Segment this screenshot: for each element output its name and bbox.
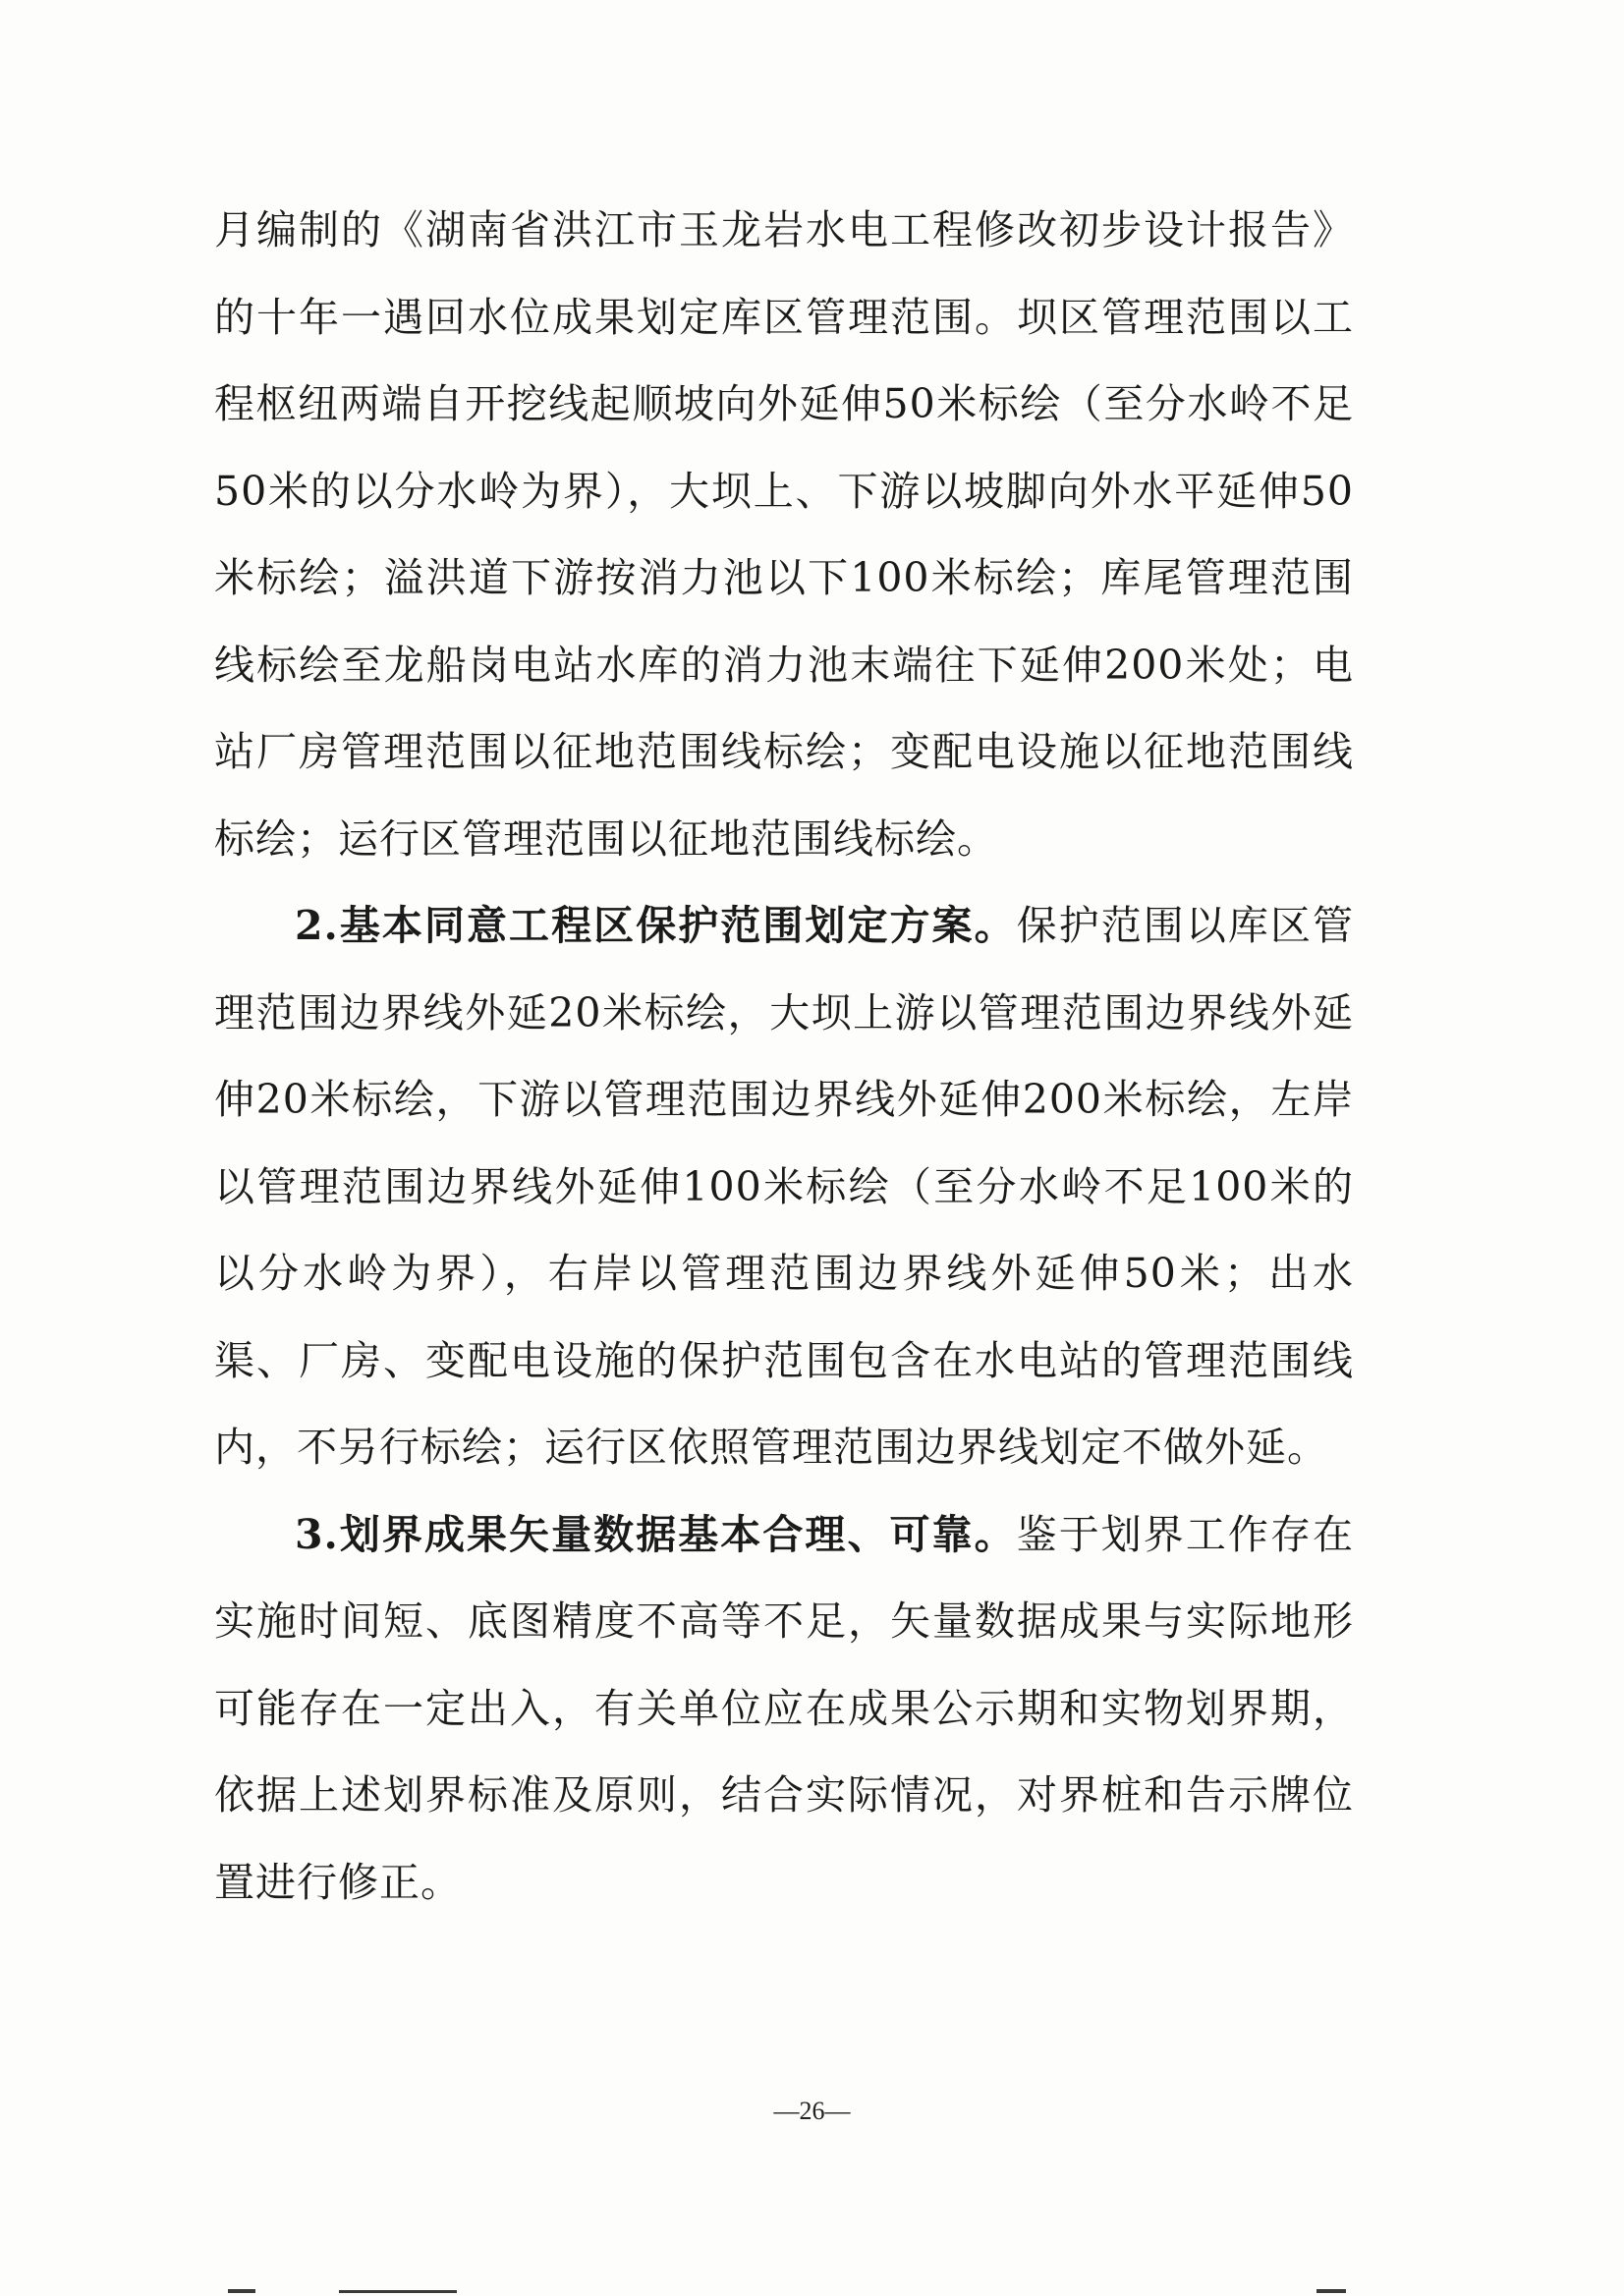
paragraph-text: 保护范围以库区管理范围边界线外延20米标绘，大坝上游以管理范围边界线外延伸20米标绘，下游以管理范围边界线外延伸200米标绘，左岸以管理范围边界线外延伸100米标绘（至分水岭不足100米的以分水岭为界），右岸以管理范围边界线外延伸50米；出水渠、厂房、变配电设施的保护范围包含在水电站的管理范围线内，不另行标绘；运行区依照管理范围边界线划定不做外延。: [214, 902, 1355, 1471]
paragraph-lead: 3.划界成果矢量数据基本合理、可靠。: [295, 1510, 1017, 1558]
scan-artifact: [1316, 2289, 1346, 2293]
scan-artifact: [228, 2289, 255, 2293]
paragraph-text: 鉴于划界工作存在实施时间短、底图精度不高等不足，矢量数据成果与实际地形可能存在一定出入，有关单位应在成果公示期和实物划界期，依据上述划界标准及原则，结合实际情况，对界桩和告示牌位置进行修正。: [214, 1510, 1355, 1906]
paragraph-lead: 2.基本同意工程区保护范围划定方案。: [295, 902, 1017, 949]
paragraph-vector-data: [214, 1491, 1354, 1927]
scan-artifact: [339, 2290, 457, 2293]
paragraph-protection-scope: [214, 882, 1354, 1491]
paragraph-text: 月编制的《湖南省洪江市玉龙岩水电工程修改初步设计报告》的十年一遇回水位成果划定库区管理范围。坝区管理范围以工程枢纽两端自开挖线起顺坡向外延伸50米标绘（至分水岭不足50米的以分水岭为界），大坝上、下游以坡脚向外水平延伸50米标绘；溢洪道下游按消力池以下100米标绘；库尾管理范围线标绘至龙船岗电站水库的消力池末端往下延伸200米处；电站厂房管理范围以征地范围线标绘；变配电设施以征地范围线标绘；运行区管理范围以征地范围线标绘。: [214, 206, 1354, 863]
document-body: [214, 187, 1354, 1926]
page-number: —26—: [773, 2097, 851, 2125]
paragraph-continued: [214, 187, 1354, 882]
